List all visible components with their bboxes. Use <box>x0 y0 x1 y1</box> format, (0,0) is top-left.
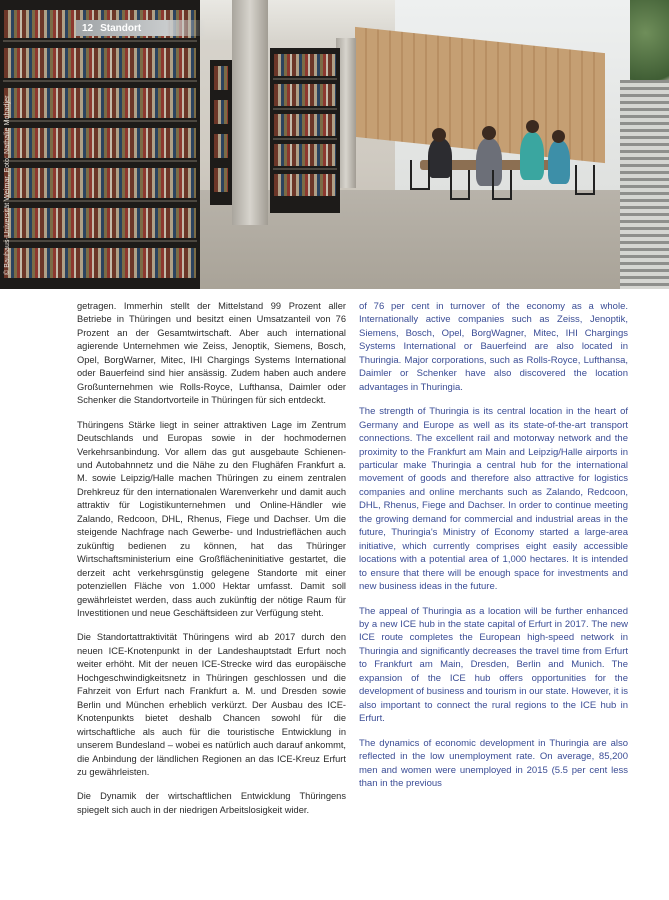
paragraph: The dynamics of economic development in Thuringia are also reflected in the low unemployment rate. On average, 85,200 men and women were unemployed in 2015 (5.5 per cent less than in the previous <box>359 737 628 789</box>
section-header <box>76 20 206 36</box>
paragraph: of 76 per cent in turnover of the economy as a whole. Internationally active companies such as Zeiss, Jenoptik, Siemens, Bosch, Opel, BorgWagner, Mitec, IHI Chargings Systems International or Bauerfeind are also located in Thuringia. Major corporations, such as Rolls-Royce, Lufthansa, Daimler or Schenker have also discovered the location advantages in Thuringia. <box>359 301 628 393</box>
german-text-column <box>77 300 346 828</box>
paragraph: The appeal of Thuringia as a location will be further enhanced by a new ICE hub in the state capital of Erfurt in 2017. The new ICE route completes the European high-speed network in Thuringia and significantly decreases the travel time from Erfurt to Frankfurt am Main, Dresden, Berlin and Munich. The expansion of the ICE hub offers opportunities for the development of business and tourism in our state. However, it is also important to connect the rural regions to the ICE hub in Erfurt. <box>359 605 628 725</box>
chair <box>410 160 430 190</box>
paragraph: The strength of Thuringia is its central location in the heart of Germany and Europe as well as its state-of-the-art transport connections. The excellent rail and motorway network and the proximity to the Frankfurt am Main and Leipzig/Halle airports in particular make Thuringia a central hub for the international movement of goods and therefore also attractive for logistics companies and online merchants such as Zalando, Redcoon, DHL, Rhenus, Fiege and Dachser. In order to continue meeting the growing demand for commercial and industrial areas in the future, Thuringia's Ministry of Economy started a large-area initiative, which currently comprises eight easily accessible locations with a potential area of 1,000 hectares. It is intended to ensure that there will be enough space for investments and new business ideas in the future. <box>359 406 628 593</box>
bookshelf-middle <box>210 60 232 205</box>
english-text-column <box>359 300 628 801</box>
bookshelf-left <box>0 0 200 289</box>
student <box>520 132 544 180</box>
library-photo <box>0 0 669 289</box>
page-number: 12 <box>82 22 94 34</box>
section-title: Standort <box>100 22 142 34</box>
student <box>428 138 452 178</box>
chair <box>492 170 512 200</box>
bookshelf-center <box>270 48 340 213</box>
paragraph: Die Standortattraktivität Thüringens wird ab 2017 durch den neuen ICE-Knotenpunkt in der Landeshauptstadt Erfurt noch weiter erhöht. Mit der neuen ICE-Strecke wird das europäische Hochgeschwindigkeitsnetz in Thüringen geschlossen und die Fahrzeit von Erfurt nach Frankfurt a. M. und Dresden sowie Berlin und München erheblich verkürzt. Der Ausbau des ICE-Knotenpunkts bietet deshalb Chancen sowohl für die wirtschaftliche als auch für die touristische Entwicklung in unserem Bundesland – wobei es natürlich auch darauf ankommt, die Anbindung der ländlichen Regionen an das ICE-Kreuz Erfurt zu gewährleisten. <box>77 632 346 777</box>
student <box>548 140 570 184</box>
chair <box>575 165 595 195</box>
paragraph: Die Dynamik der wirtschaftlichen Entwicklung Thüringens spiegelt sich auch in der niedrigen Arbeitslosigkeit wider. <box>77 791 346 815</box>
paragraph: Thüringens Stärke liegt in seiner attraktiven Lage im Zentrum Deutschlands und Europas sowie in der hochmodernen Verkehrsanbindung. Vor allem das gut ausgebaute Schienen- und Autobahnnetz und die Nähe zu den Flughäfen Frankfurt a. M. sowie Leipzig/Halle machen Thüringen zu einem zentralen Drehkreuz für den internationalen Warenverkehr und damit auch attraktiv für Logistikunternehmen und Online-Händler wie Zalando, Redcoon, DHL, Rhenus, Fiege und Dachser. Um die steigende Nachfrage nach Gewerbe- und Industrieflächen auch zukünftig bedienen zu können, hat das Thüringer Wirtschaftsministerium eine Großflächeninitiative gestartet, die derzeit acht verkehrsgünstig gelegene Standorte mit einer potenziellen Fläche von 1.000 Hektar umfasst. Damit soll gewährleistet werden, dass auch zukünftig der nötige Raum für Investitionen und neue Geschäftsideen zur Verfügung steht. <box>77 419 346 618</box>
paragraph: getragen. Immerhin stellt der Mittelstand 99 Prozent aller Betriebe in Thüringen und besitzt einen Umsatzanteil von 76 Prozent an der Gesamtwirtschaft. Aber auch international agierende Unternehmen wie Zeiss, Jenoptik, Siemens, Bosch, Opel, BorgWarner, Mitec, IHI Chargings Systems International oder Bauerfeind sind hier ansässig. Zudem haben auch andere Großunternehmen wie Rolls-Royce, Lufthansa, Daimler oder Schenker die Standortvorteile in Thüringen für sich entdeckt. <box>77 301 346 406</box>
chair <box>450 170 470 200</box>
photo-credit: © Bauhaus-Universität Weimar, Foto: Nathalie Mohadjer <box>4 95 11 275</box>
pillar <box>232 0 268 225</box>
metal-staircase <box>620 80 669 289</box>
